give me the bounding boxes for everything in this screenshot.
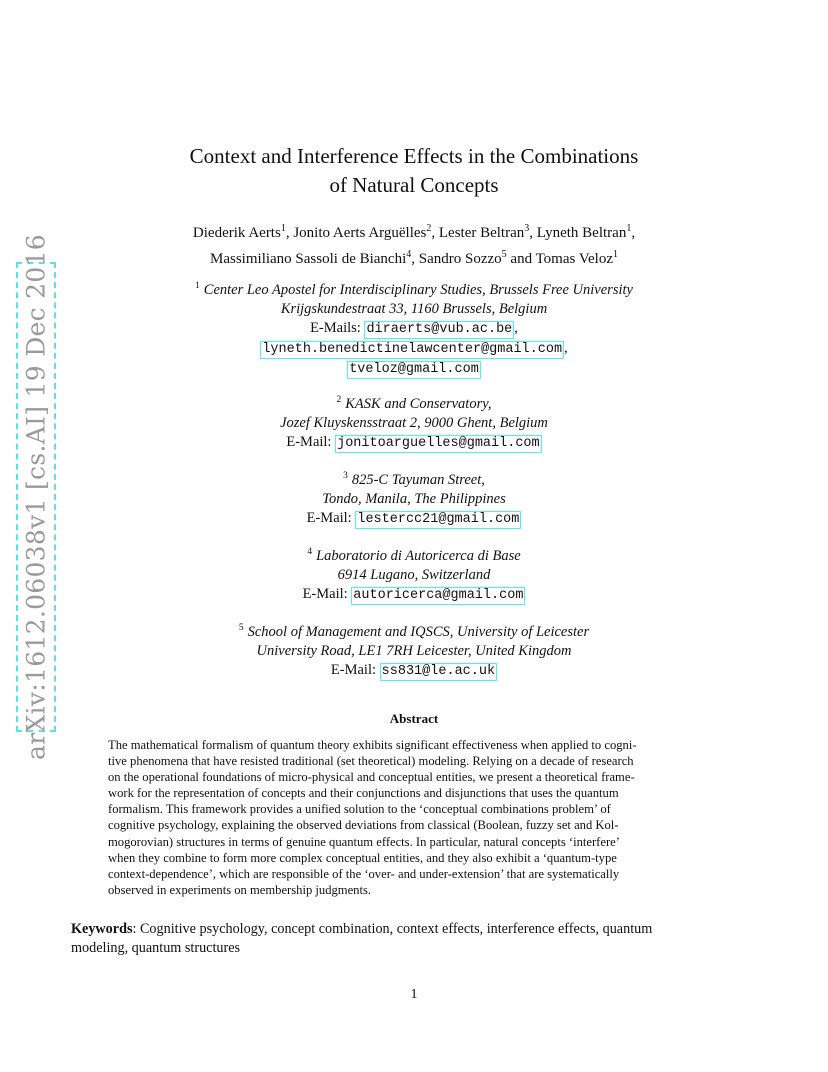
author-separator: , [285,225,294,241]
author-affiliation-mark: 1 [626,223,632,234]
author-name: Massimiliano Sassoli de Bianchi [210,251,407,267]
author-separator: , [431,225,439,241]
author-affiliation-mark: 1 [612,249,618,260]
affiliation-email-line [100,433,728,453]
author-separator: , [529,225,537,241]
affiliation-email-line: lyneth.benedictinelawcenter@gmail.com , [262,339,568,357]
author-name: Lyneth Beltran [536,225,627,241]
affiliation-number: 5 [238,623,244,633]
affiliation-address: University Road, LE1 7RH Leicester, United Kingdom [256,642,572,659]
affiliation-5 [100,619,728,681]
affiliation-email-line [100,661,728,681]
abstract-line: context-dependence’, which are responsible of the ‘over- and under-extension’ that are systematically [108,866,620,881]
affiliation-line [100,467,728,490]
author-name: Jonito Aerts Arguëlles [293,225,427,241]
email-label: E-Mail: [302,585,348,602]
page-number: 1 [410,987,418,1002]
affiliation-institution: School of Management and IQSCS, University of Leicester [247,623,590,640]
affiliation-email-line [100,585,728,605]
author-affiliation-mark: 5 [501,249,507,260]
abstract-line: on the operational foundations of micro-physical and conceptual entities, we present a theoretical frame- [108,770,635,785]
affiliation-2 [100,391,728,453]
affiliation-1 [100,277,728,379]
email-link[interactable]: jonitoarguelles@gmail.com [337,435,540,451]
email-link[interactable]: tveloz@gmail.com [349,361,479,377]
abstract-line: cognitive psychology, explaining the observed deviations from classical (Boolean, fuzzy set and Kol- [108,818,619,833]
affiliation-line [100,391,728,414]
email-link[interactable]: diraerts@vub.ac.be [366,321,513,337]
email-label: E-Mails: [310,319,361,336]
keywords [71,920,757,958]
author-affiliation-mark: 1 [280,223,286,234]
author-affiliation-mark: 4 [406,249,412,260]
author-affiliation-mark: 2 [426,223,432,234]
title-line-2: of Natural Concepts [329,173,499,197]
author-name: Lester Beltran [438,225,525,241]
author-list [90,218,738,270]
email-label: E-Mail: [330,661,377,678]
abstract-heading: Abstract [389,711,439,726]
email-label: E-Mail: [286,433,332,450]
author-line-2 [90,244,738,270]
author-separator: and [506,251,536,267]
keywords-line-1 [71,920,757,939]
affiliation-4 [100,543,728,605]
abstract-line: tive phenomena that have resisted traditional (set theoretical) modeling. Relying on a decade of research [108,754,634,769]
author-affiliation-mark: 3 [524,223,530,234]
author-name: Tomas Veloz [535,251,613,267]
email-link[interactable]: autoricerca@gmail.com [353,587,524,603]
abstract-line: observed in experiments on membership judgments. [108,882,372,897]
author-name: Sandro Sozzo [418,251,502,267]
paper-title [100,142,728,200]
affiliation-institution: Laboratorio di Autoricerca di Base [316,547,521,564]
affiliation-address: Jozef Kluyskensstraat 2, 9000 Ghent, Belgium [280,414,548,431]
title-line-1: Context and Interference Effects in the Combinations [189,144,639,168]
affiliation-email-line [100,359,728,379]
keywords-text: : Cognitive psychology, concept combination, context effects, interference effects, quantum [132,921,653,937]
author-line-1 [90,218,738,244]
email-link[interactable]: ss831@le.ac.uk [381,663,496,679]
keywords-label: Keywords [71,921,133,937]
affiliation-institution: Center Leo Apostel for Interdisciplinary Studies, Brussels Free University [203,281,633,298]
affiliation-institution: 825-C Tayuman Street, [351,471,485,488]
affiliation-line [100,619,728,642]
arxiv-stamp[interactable] [16,234,56,760]
abstract-line: formalism. This framework provides a unified solution to the ‘conceptual combinations problem’ of [108,802,611,817]
abstract-body [108,737,718,898]
abstract-line: work for the representation of concepts and their conjunctions and disjunctions that uses the quantum [108,786,619,801]
affiliation-number: 2 [336,395,342,405]
affiliation-number: 1 [195,281,200,291]
affiliation-number: 3 [343,471,348,481]
abstract-line: when they combine to form more complex conceptual entities, and they also exhibit a ‘quantum-type [108,850,617,865]
arxiv-stamp-text: arXiv:1612.06038v1 [cs.AI] 19 Dec 2016 [21,234,51,760]
email-label: E-Mail: [306,509,352,526]
affiliation-email-line: E-Mails: diraerts@vub.ac.be , [310,319,518,337]
affiliation-email-line [100,509,728,529]
affiliation-3 [100,467,728,529]
affiliation-line [100,277,728,300]
abstract-line: The mathematical formalism of quantum theory exhibits significant effectiveness when applied to cogni- [108,738,637,752]
email-link[interactable]: lyneth.benedictinelawcenter@gmail.com [262,341,563,357]
affiliation-address: 6914 Lugano, Switzerland [337,566,491,583]
keywords-line-2: modeling, quantum structures [71,940,241,956]
affiliation-line [100,543,728,566]
email-link[interactable]: lestercc21@gmail.com [357,511,520,527]
author-separator: , [411,251,419,267]
affiliation-number: 4 [307,547,313,557]
abstract-line: mogorovian) structures in terms of genuine quantum effects. In particular, natural concepts ‘interfere’ [108,834,620,849]
affiliation-address: Krijgskundestraat 33, 1160 Brussels, Belgium [280,300,548,317]
author-separator: , [631,225,636,241]
affiliation-institution: KASK and Conservatory, [345,395,492,412]
affiliation-address: Tondo, Manila, The Philippines [322,490,506,507]
author-name: Diederik Aerts [192,225,281,241]
